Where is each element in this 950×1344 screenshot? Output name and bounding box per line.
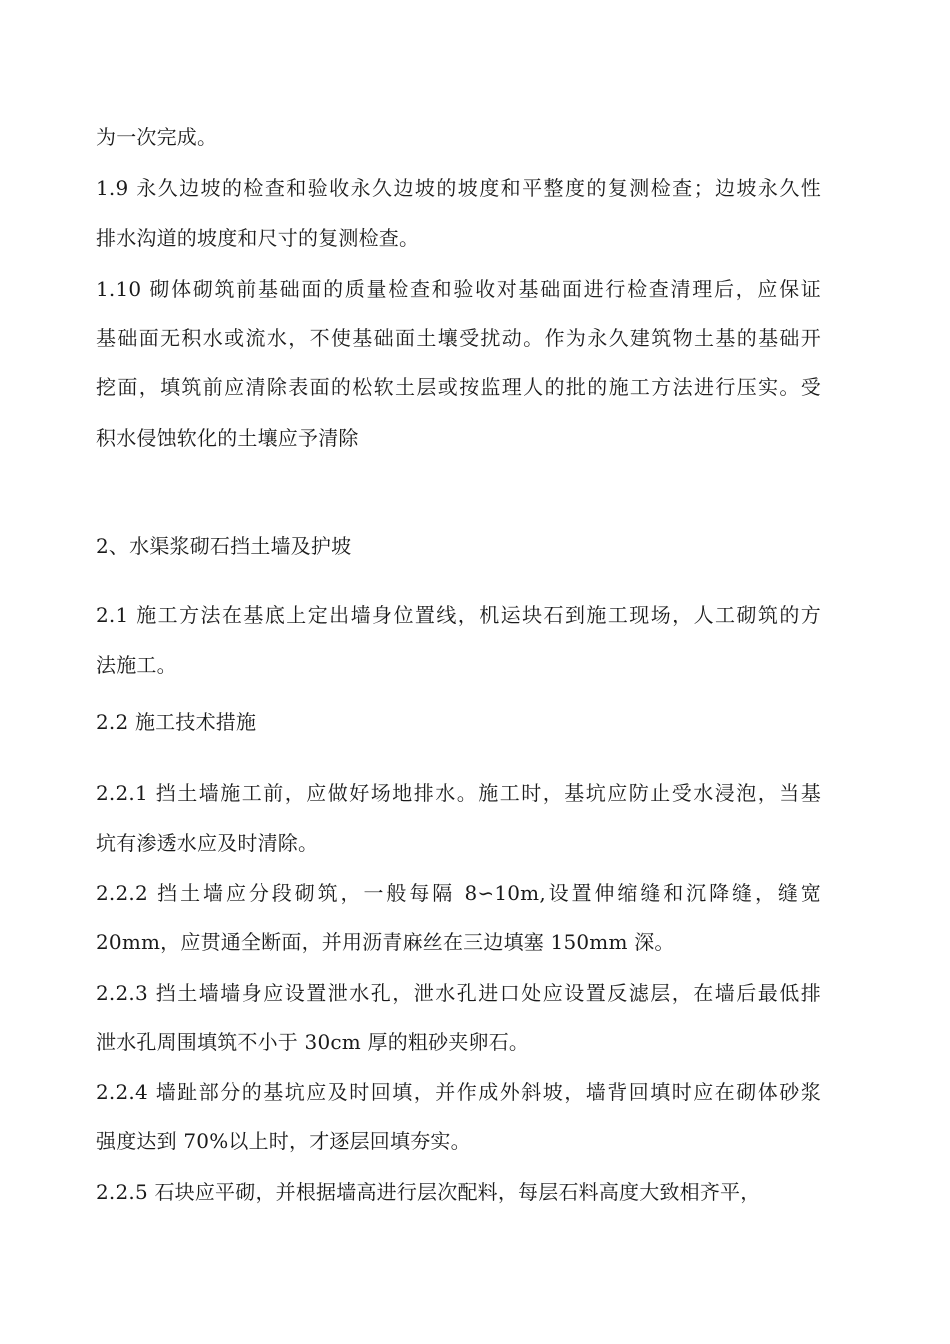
subsection-heading: 2.2 施工技术措施 xyxy=(96,710,257,734)
text-line: 2.2.3 挡土墙墙身应设置泄水孔，泄水孔进口处应设置反滤层，在墙后最低排 xyxy=(96,981,821,1005)
section-heading: 2、水渠浆砌石挡土墙及护坡 xyxy=(96,534,352,558)
text-line: 泄水孔周围填筑不小于 30cm 厚的粗砂夹卵石。 xyxy=(96,1030,530,1054)
text-line: 1.10 砌体砌筑前基础面的质量检查和验收对基础面进行检查清理后，应保证 xyxy=(96,277,821,301)
text-line: 1.9 永久边坡的检查和验收永久边坡的坡度和平整度的复测检查；边坡永久性 xyxy=(96,176,821,200)
text-line: 强度达到 70%以上时，才逐层回填夯实。 xyxy=(96,1129,471,1153)
text-line: 坑有渗透水应及时清除。 xyxy=(96,831,319,855)
text-line: 2.1 施工方法在基底上定出墙身位置线，机运块石到施工现场，人工砌筑的方 xyxy=(96,603,821,627)
text-line: 2.2.1 挡土墙施工前，应做好场地排水。施工时，基坑应防止受水浸泡，当基 xyxy=(96,781,821,805)
text-line: 2.2.4 墙趾部分的基坑应及时回填，并作成外斜坡，墙背回填时应在砌体砂浆 xyxy=(96,1080,821,1104)
text-line: 排水沟道的坡度和尺寸的复测检查。 xyxy=(96,226,420,250)
text-line: 基础面无积水或流水，不使基础面土壤受扰动。作为永久建筑物土基的基础开 xyxy=(96,326,821,350)
text-line: 20mm，应贯通全断面，并用沥青麻丝在三边填塞 150mm 深。 xyxy=(96,930,675,954)
text-line: 挖面，填筑前应清除表面的松软土层或按监理人的批的施工方法进行压实。受 xyxy=(96,375,821,399)
text-line: 积水侵蚀软化的土壤应予清除 xyxy=(96,426,359,450)
text-line: 法施工。 xyxy=(96,653,177,677)
text-line: 为一次完成。 xyxy=(96,125,218,149)
text-line: 2.2.2 挡土墙应分段砌筑，一般每隔 8∽10m,设置伸缩缝和沉降缝，缝宽 xyxy=(96,881,821,905)
text-line: 2.2.5 石块应平砌，并根据墙高进行层次配料，每层石料高度大致相齐平， xyxy=(96,1180,761,1204)
